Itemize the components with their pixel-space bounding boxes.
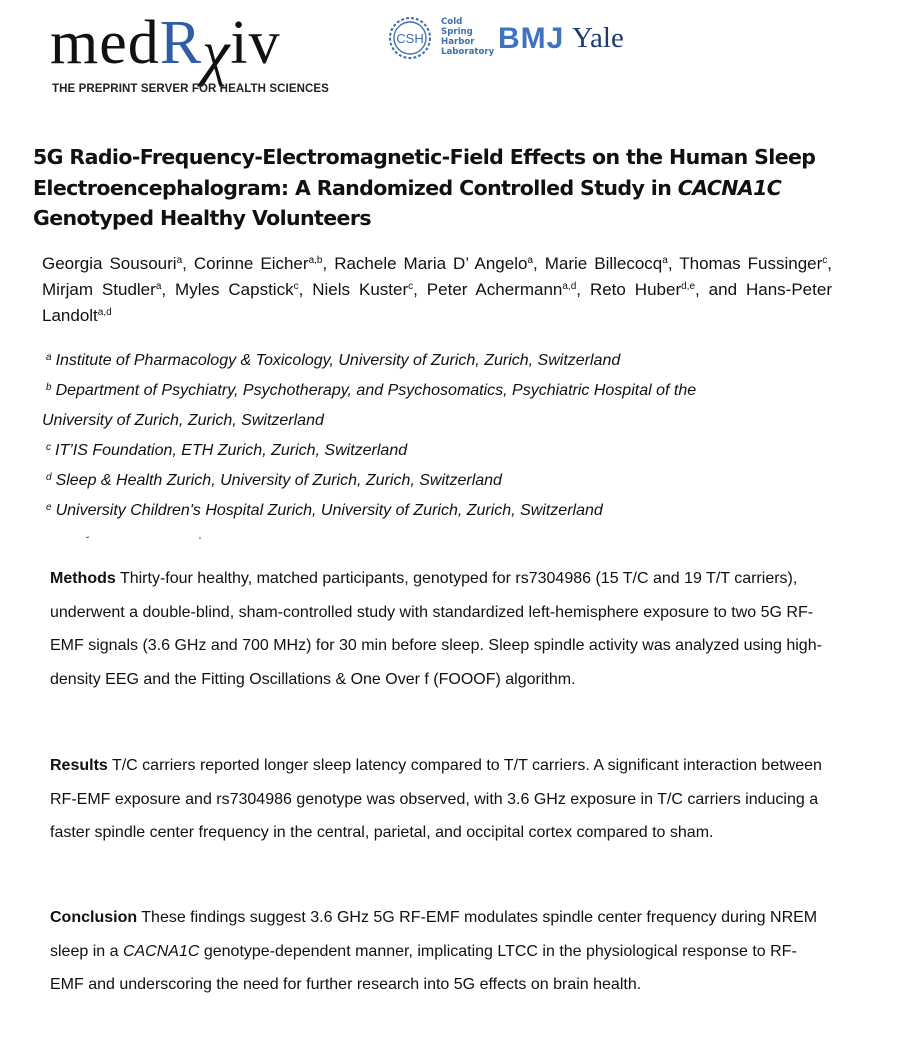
csh-line: Harbor <box>441 37 475 47</box>
author-separator: , <box>182 254 194 273</box>
medrxiv-logo <box>50 8 281 87</box>
svg-text:CSH: CSH <box>396 31 424 46</box>
author-separator: , <box>576 280 590 299</box>
author-separator: , and <box>695 280 746 299</box>
affiliation-c <box>42 436 842 466</box>
affiliation-text: Department of Psychiatry, Psychotherapy, and Psychosomatics, Psychiatric Hospital of the <box>55 382 697 399</box>
csh-line: Laboratory <box>441 47 495 57</box>
affiliation-d <box>42 466 842 496</box>
affiliation-b <box>42 376 842 406</box>
author-list <box>42 251 832 329</box>
affiliation-key: e <box>46 502 52 513</box>
author-affiliation-marker: a <box>527 255 534 266</box>
author-separator: , <box>827 254 833 273</box>
author-name: Peter Achermann <box>426 280 563 299</box>
affiliation-e <box>42 496 842 526</box>
affiliation-text: University of Zurich, Zurich, Switzerland <box>42 412 324 429</box>
gene-name: CACNA1C <box>122 942 200 960</box>
author-separator: , <box>667 254 680 273</box>
author-separator: , <box>298 280 313 299</box>
abstract-methods <box>50 562 830 696</box>
affiliation-key: d <box>46 472 52 483</box>
logo-text-r: R <box>159 9 203 77</box>
csh-line: Spring <box>441 27 473 37</box>
section-text: T/C carriers reported longer sleep latency compared to T/T carriers. A significant interaction between RF-EMF exposure and rs7304986 genotype was observed, with 3.6 GHz exposure in T/C carriers inducing a faster spindle center frequency in the central, parietal, and occipital cortex compared to sham. <box>50 757 822 841</box>
section-label: Results <box>50 757 108 774</box>
author-name: Rachele Maria D’ Angelo <box>334 254 528 273</box>
author-separator: , <box>161 280 176 299</box>
author-name: Corinne Eicher <box>193 254 309 273</box>
author-separator: , <box>322 254 335 273</box>
affiliation-text: IT’IS Foundation, ETH Zurich, Zurich, Switzerland <box>55 442 408 459</box>
page-header <box>0 0 898 110</box>
author-affiliation-marker: c <box>408 281 414 292</box>
section-text: Thirty-four healthy, matched participants, genotyped for rs7304986 (15 T/C and 19 T/T carriers), underwent a double-blind, sham-controlled study with standardized left-hemisphere exposure to two 5G RF-EMF signals (3.6 GHz and 700 MHz) for 30 min before sleep. Sleep spindle activity was analyzed using high-density EEG and the Fitting Oscillations & One Over f (FOOOF) algorithm. <box>50 570 822 688</box>
section-label: Methods <box>50 570 116 587</box>
affiliation-text: Sleep & Health Zurich, University of Zurich, Zurich, Switzerland <box>55 472 502 489</box>
author-affiliation-marker: a <box>176 255 183 266</box>
affiliation-a <box>42 346 842 376</box>
yale-logo: Yale <box>572 22 624 54</box>
author-separator: , <box>533 254 545 273</box>
author-name: Thomas Fussinger <box>679 254 823 273</box>
author-affiliation-marker: c <box>822 255 828 266</box>
csh-line: Cold <box>441 17 463 27</box>
csh-logo-icon <box>384 13 436 63</box>
author-name: Myles Capstick <box>175 280 294 299</box>
medrxiv-tagline: THE PREPRINT SERVER FOR HEALTH SCIENCES <box>52 83 329 95</box>
title-text: 5G Radio-Frequency-Electromagnetic-Field Effects on the Human Sleep Electroencephalogram: A Randomized Controlled Study in <box>33 145 816 200</box>
author-affiliation-marker: d,e <box>681 281 696 292</box>
scan-artifact-mark: ˘ <box>86 536 90 547</box>
logo-text-iv: iv <box>230 9 281 77</box>
author-separator: , <box>413 280 427 299</box>
author-affiliation-marker: a,d <box>562 281 577 292</box>
author-name: Reto Huber <box>589 280 682 299</box>
affiliation-key: c <box>46 442 51 453</box>
affiliation-b-cont <box>42 406 842 436</box>
author-affiliation-marker: c <box>293 281 299 292</box>
csh-wordmark <box>441 17 494 57</box>
abstract-conclusion <box>50 901 830 1002</box>
logo-text-med: med <box>50 9 160 77</box>
author-name: Georgia Sousouri <box>42 254 177 273</box>
author-affiliation-marker: a,b <box>308 255 323 266</box>
section-text: genotype-dependent manner, implicating LTCC in the physiological response to RF-EMF and underscoring the need for further research into 5G effects on brain health. <box>50 942 797 993</box>
title-text: Genotyped Healthy Volunteers <box>33 206 371 230</box>
author-name: Niels Kuster <box>312 280 409 299</box>
paper-title <box>33 142 873 234</box>
author-affiliation-marker: a,d <box>97 307 112 318</box>
affiliation-text: Institute of Pharmacology & Toxicology, University of Zurich, Zurich, Switzerland <box>55 352 621 369</box>
section-text: These findings suggest 3.6 GHz 5G RF-EMF modulates spindle center frequency during NREM sleep in a <box>50 909 818 960</box>
affiliation-key: b <box>46 382 52 393</box>
scan-artifact-mark: ' <box>199 536 201 547</box>
logo-text-chi: χ <box>202 19 231 87</box>
title-gene: CACNA1C <box>677 175 782 200</box>
bmj-logo: BMJ <box>498 22 565 55</box>
affiliation-key: a <box>46 352 52 363</box>
author-affiliation-marker: a <box>155 281 162 292</box>
author-name: Hans-Peter Landolt <box>42 280 832 325</box>
author-name: Marie Billecocq <box>544 254 663 273</box>
abstract-results <box>50 749 830 850</box>
affiliation-list <box>42 346 842 526</box>
author-name: Mirjam Studler <box>42 280 156 299</box>
affiliation-text: University Children's Hospital Zurich, University of Zurich, Zurich, Switzerland <box>55 502 603 519</box>
author-affiliation-marker: a <box>662 255 668 266</box>
section-label: Conclusion <box>50 909 138 926</box>
